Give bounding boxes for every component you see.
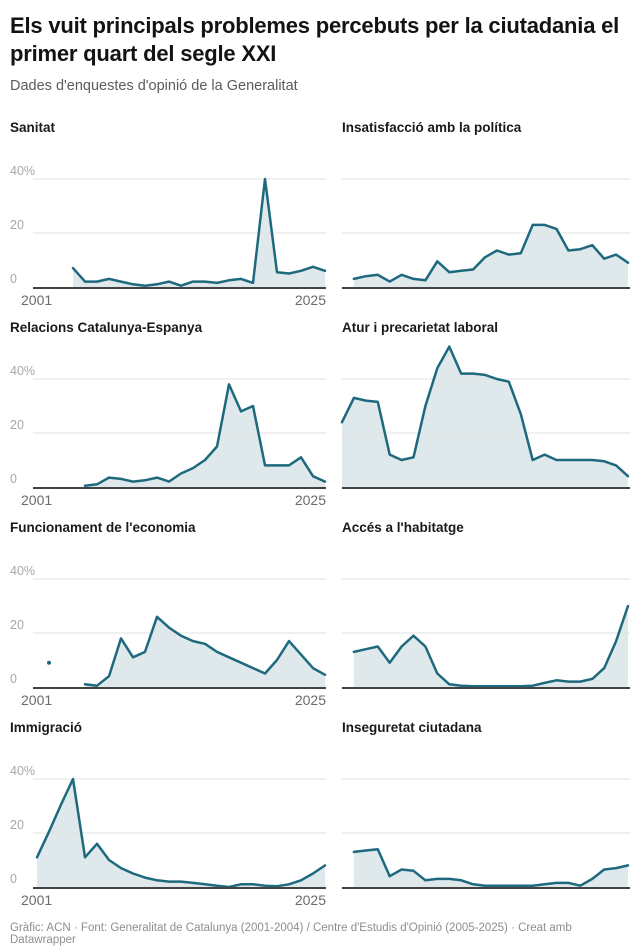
chart-plot-habitatge	[342, 544, 630, 712]
chart-plot-immigracio	[10, 744, 326, 912]
chart-title-habitatge: Accés a l'habitatge	[342, 520, 464, 535]
chart-panel-economia	[10, 520, 326, 712]
svg-text:0: 0	[10, 272, 17, 286]
svg-text:2001: 2001	[21, 892, 53, 908]
svg-text:40%: 40%	[10, 764, 36, 778]
svg-text:0: 0	[10, 672, 17, 686]
chart-panel-insatisfaccio-politica	[342, 120, 630, 312]
svg-text:20: 20	[10, 818, 24, 832]
chart-panel-relacions-catalunya-espanya	[10, 320, 326, 512]
svg-text:2025: 2025	[294, 492, 326, 508]
chart-title-inseguretat: Inseguretat ciutadana	[342, 720, 482, 735]
chart-title-immigracio: Immigració	[10, 720, 83, 735]
chart-plot-atur	[342, 344, 630, 512]
chart-title-insatisfaccio-politica: Insatisfacció amb la política	[342, 120, 522, 135]
page-title: Els vuit principals problemes percebuts per la ciutadania el primer quart del segle XXI	[10, 13, 620, 66]
svg-text:2001: 2001	[21, 292, 53, 308]
chart-plot-insatisfaccio-politica	[342, 144, 630, 312]
svg-text:20: 20	[10, 218, 24, 232]
page-subtitle: Dades d'enquestes d'opinió de la Generalitat	[10, 78, 298, 94]
attribution: Gràfic: ACN · Font: Generalitat de Catalunya (2001-2004) / Centre d'Estudis d'Opinió (2005-2025) · Creat amb Datawrapper	[10, 922, 572, 946]
chart-plot-inseguretat	[342, 744, 630, 912]
chart-panel-atur	[342, 320, 630, 512]
chart-plot-relacions-catalunya-espanya	[10, 344, 326, 512]
svg-text:2001: 2001	[21, 492, 53, 508]
chart-plot-economia	[10, 544, 326, 712]
chart-panel-inseguretat	[342, 720, 630, 912]
svg-text:2025: 2025	[294, 292, 326, 308]
svg-text:2025: 2025	[294, 892, 326, 908]
svg-text:40%: 40%	[10, 164, 36, 178]
svg-text:0: 0	[10, 472, 17, 486]
svg-text:2025: 2025	[294, 692, 326, 708]
svg-text:20: 20	[10, 418, 24, 432]
chart-title-sanitat: Sanitat	[10, 120, 56, 135]
svg-text:20: 20	[10, 618, 24, 632]
svg-text:0: 0	[10, 872, 17, 886]
chart-panel-immigracio	[10, 720, 326, 912]
chart-panel-habitatge	[342, 520, 630, 712]
charts-grid	[10, 120, 630, 912]
svg-text:2001: 2001	[21, 692, 53, 708]
chart-plot-sanitat	[10, 144, 326, 312]
chart-panel-sanitat	[10, 120, 326, 312]
chart-title-relacions-catalunya-espanya: Relacions Catalunya-Espanya	[10, 320, 203, 335]
svg-text:40%: 40%	[10, 564, 36, 578]
chart-title-atur: Atur i precarietat laboral	[342, 320, 499, 335]
svg-text:40%: 40%	[10, 364, 36, 378]
chart-title-economia: Funcionament de l'economia	[10, 520, 196, 535]
